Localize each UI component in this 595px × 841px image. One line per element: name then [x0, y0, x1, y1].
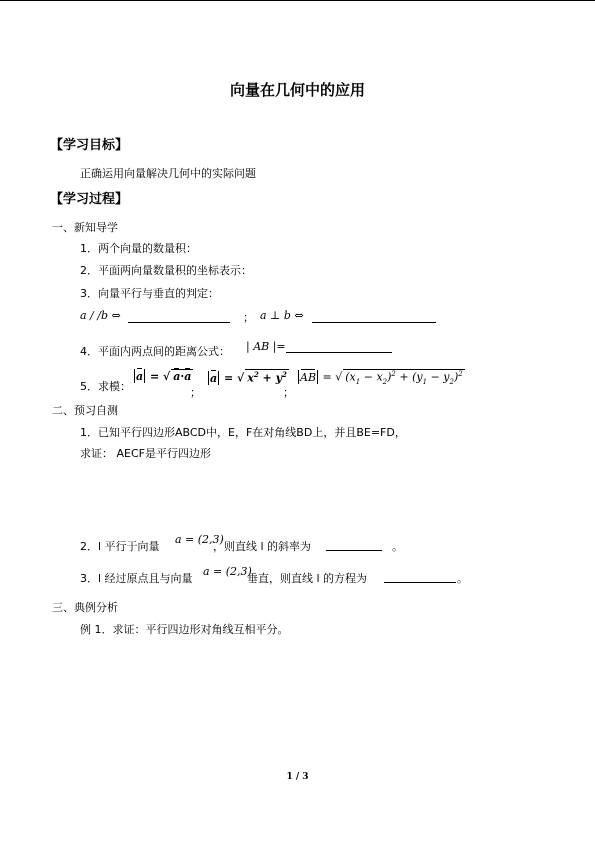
item-1: 1．两个向量的数量积：: [80, 242, 197, 255]
objectives-heading: 【学习目标】: [50, 138, 129, 153]
parallel-condition: a / /b ⇔: [80, 309, 121, 322]
distance-blank: [286, 352, 392, 353]
item-5: 5．求模：: [80, 380, 131, 393]
question-3-text: 垂直，则直线 l 的方程为: [247, 572, 368, 585]
top-border: [0, 0, 595, 1]
question-1-prove: 求证： AECF是平行四边形: [80, 447, 211, 460]
item5-separator-2: ；: [283, 386, 294, 399]
modulus-formula-2: a = √ $x^2 + y^2$: [210, 370, 287, 385]
page-title: 向量在几何中的应用: [229, 81, 365, 99]
item5-separator-1: ；: [190, 386, 201, 399]
process-heading: 【学习过程】: [50, 192, 129, 207]
question-2-text: ，则直线 l 的斜率为: [213, 540, 312, 553]
line-equation-blank: [384, 582, 456, 583]
question-2-end: 。: [392, 540, 403, 553]
page-number: 1 / 3: [286, 772, 309, 782]
distance-formula: | AB |=: [246, 340, 286, 353]
example-1: 例 1．求证：平行四边形对角线互相平分。: [80, 623, 289, 636]
part1-heading: 一、新知导学: [52, 221, 118, 234]
parallel-blank: [128, 322, 230, 323]
part3-heading: 三、典例分析: [52, 601, 118, 614]
item3-separator: ；: [243, 311, 254, 324]
perpendicular-condition: a ⊥ b ⇔: [260, 309, 304, 322]
modulus-formula-3: AB = √ $(x_1 - x_2)^2 + (y_1 - y_2)^2$: [300, 370, 463, 386]
item-3: 3．向量平行与垂直的判定：: [80, 287, 219, 300]
question-2-vector: a = (2,3): [175, 533, 224, 546]
question-1: 1．已知平行四边形ABCD中，E，F在对角线BD上，并且BE=FD，: [80, 426, 406, 439]
objectives-text: 正确运用向量解决几何中的实际问题: [80, 167, 256, 180]
slope-blank: [326, 550, 382, 551]
question-3-prefix: 3．l 经过原点且与向量: [80, 572, 193, 585]
question-3-end: 。: [457, 572, 468, 585]
question-2-prefix: 2．l 平行于向量: [80, 540, 160, 553]
item-2: 2．平面两向量数量积的坐标表示：: [80, 264, 252, 277]
part2-heading: 二、预习自测: [52, 404, 118, 417]
question-3-vector: a = (2,3): [203, 565, 252, 578]
item-4: 4．平面内两点间的距离公式：: [80, 345, 230, 358]
perpendicular-blank: [312, 322, 436, 323]
modulus-formula-1: a = √ a·a: [136, 370, 192, 383]
